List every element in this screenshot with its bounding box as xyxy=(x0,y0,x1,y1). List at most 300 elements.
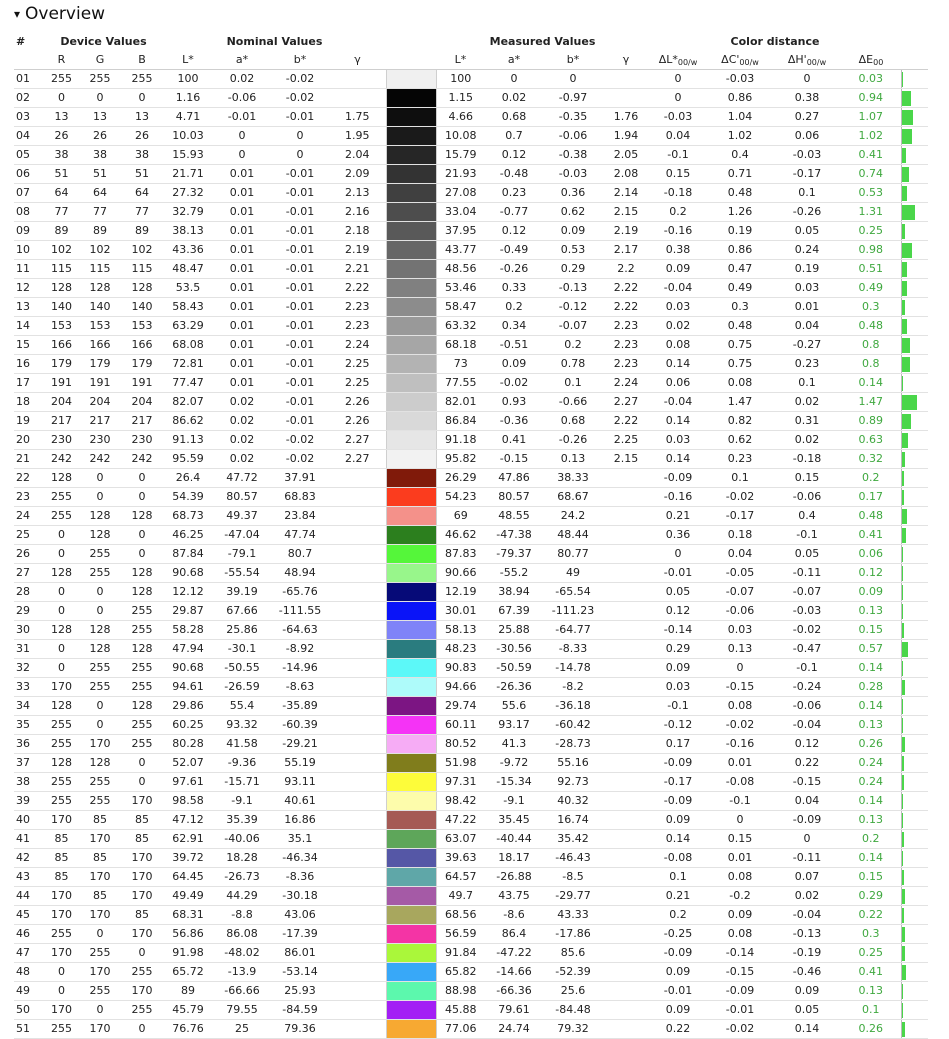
row-index: 13 xyxy=(14,298,44,317)
delta-l: 0.04 xyxy=(649,127,707,146)
table-row xyxy=(14,355,928,374)
nominal-l: 72.81 xyxy=(163,355,213,374)
delta-e-bar xyxy=(902,908,904,923)
measured-a: -47.38 xyxy=(485,526,543,545)
measured-l: 26.29 xyxy=(436,469,485,488)
delta-c: -0.02 xyxy=(707,716,773,735)
delta-e: 0.63 xyxy=(841,431,901,450)
nominal-a: -26.59 xyxy=(213,678,271,697)
delta-l: 0.09 xyxy=(649,1001,707,1020)
measured-gamma: 2.23 xyxy=(603,355,649,374)
measured-a: 55.6 xyxy=(485,697,543,716)
delta-e-bar-cell xyxy=(901,1001,928,1020)
delta-e-bar xyxy=(902,984,903,999)
delta-h: 0.05 xyxy=(773,545,841,564)
row-index: 09 xyxy=(14,222,44,241)
device-r: 77 xyxy=(44,203,79,222)
nominal-b: -0.01 xyxy=(271,108,329,127)
delta-c: -0.09 xyxy=(707,982,773,1001)
measured-l: 56.59 xyxy=(436,925,485,944)
delta-e-bar-cell xyxy=(901,754,928,773)
nominal-a: 0.01 xyxy=(213,165,271,184)
delta-l: 0 xyxy=(649,89,707,108)
delta-l: 0.09 xyxy=(649,963,707,982)
delta-c: 0.19 xyxy=(707,222,773,241)
device-r: 85 xyxy=(44,849,79,868)
color-swatch xyxy=(386,412,436,431)
delta-h: 0.14 xyxy=(773,1020,841,1039)
measured-gamma: 2.17 xyxy=(603,241,649,260)
nominal-gamma xyxy=(329,1020,386,1039)
measured-l: 54.23 xyxy=(436,488,485,507)
measured-b: 40.32 xyxy=(543,792,603,811)
device-g: 170 xyxy=(79,963,121,982)
table-row xyxy=(14,431,928,450)
nominal-b: -0.01 xyxy=(271,165,329,184)
measured-l: 60.11 xyxy=(436,716,485,735)
nominal-gamma: 2.26 xyxy=(329,393,386,412)
delta-l: 0.06 xyxy=(649,374,707,393)
delta-c: -0.01 xyxy=(707,1001,773,1020)
measured-a: 18.17 xyxy=(485,849,543,868)
nominal-l: 89 xyxy=(163,982,213,1001)
table-row xyxy=(14,526,928,545)
measured-b: 68.67 xyxy=(543,488,603,507)
device-b: 89 xyxy=(121,222,163,241)
measured-l: 43.77 xyxy=(436,241,485,260)
color-swatch xyxy=(386,450,436,469)
nominal-b: 16.86 xyxy=(271,811,329,830)
device-r: 0 xyxy=(44,89,79,108)
device-r: 255 xyxy=(44,507,79,526)
delta-c: 0.48 xyxy=(707,184,773,203)
device-g: 170 xyxy=(79,906,121,925)
nominal-b: -29.21 xyxy=(271,735,329,754)
nominal-l: 82.07 xyxy=(163,393,213,412)
device-r: 0 xyxy=(44,640,79,659)
collapse-triangle-icon[interactable]: ▾ xyxy=(14,7,21,21)
row-index: 16 xyxy=(14,355,44,374)
color-distance-header: Color distance xyxy=(730,35,820,48)
row-index: 38 xyxy=(14,773,44,792)
color-swatch xyxy=(386,165,436,184)
delta-e-bar xyxy=(902,224,905,239)
delta-c: 0.86 xyxy=(707,241,773,260)
device-r: 230 xyxy=(44,431,79,450)
nominal-b: 35.1 xyxy=(271,830,329,849)
nominal-b: -0.01 xyxy=(271,412,329,431)
delta-e-bar-cell xyxy=(901,507,928,526)
row-index: 06 xyxy=(14,165,44,184)
delta-e-bar-cell xyxy=(901,621,928,640)
color-swatch xyxy=(386,260,436,279)
nominal-gamma xyxy=(329,564,386,583)
device-b: 13 xyxy=(121,108,163,127)
measured-l: 27.08 xyxy=(436,184,485,203)
nominal-a: 0.01 xyxy=(213,355,271,374)
measured-b: 38.33 xyxy=(543,469,603,488)
row-index: 20 xyxy=(14,431,44,450)
device-g: 128 xyxy=(79,279,121,298)
measured-b: -0.38 xyxy=(543,146,603,165)
table-row xyxy=(14,792,928,811)
nominal-b: -60.39 xyxy=(271,716,329,735)
col-b: B xyxy=(121,51,163,70)
delta-e-bar xyxy=(902,1022,905,1037)
color-swatch xyxy=(386,621,436,640)
nominal-a: -47.04 xyxy=(213,526,271,545)
color-swatch xyxy=(386,146,436,165)
delta-e: 0.1 xyxy=(841,1001,901,1020)
nominal-gamma xyxy=(329,602,386,621)
nominal-b: -0.01 xyxy=(271,336,329,355)
table-row xyxy=(14,583,928,602)
nominal-a: 0.01 xyxy=(213,222,271,241)
measured-gamma xyxy=(603,70,649,89)
delta-e: 0.24 xyxy=(841,773,901,792)
measured-gamma: 2.23 xyxy=(603,317,649,336)
device-g: 242 xyxy=(79,450,121,469)
delta-e-bar-cell xyxy=(901,887,928,906)
color-swatch xyxy=(386,526,436,545)
measured-b: 24.2 xyxy=(543,507,603,526)
delta-c: 0.03 xyxy=(707,621,773,640)
delta-c: 1.02 xyxy=(707,127,773,146)
nominal-gamma: 2.23 xyxy=(329,317,386,336)
device-b: 170 xyxy=(121,925,163,944)
nominal-a: 0.01 xyxy=(213,203,271,222)
delta-e: 0.51 xyxy=(841,260,901,279)
delta-e-bar xyxy=(902,91,911,106)
delta-e: 0.48 xyxy=(841,317,901,336)
device-b: 230 xyxy=(121,431,163,450)
nominal-b: -0.01 xyxy=(271,184,329,203)
delta-c: 0.49 xyxy=(707,279,773,298)
delta-e-bar xyxy=(902,338,910,353)
color-swatch xyxy=(386,678,436,697)
delta-l: -0.09 xyxy=(649,792,707,811)
table-row xyxy=(14,1001,928,1020)
color-swatch xyxy=(386,374,436,393)
table-row xyxy=(14,982,928,1001)
delta-h: 0.12 xyxy=(773,735,841,754)
device-b: 128 xyxy=(121,583,163,602)
delta-e-bar-cell xyxy=(901,982,928,1001)
table-row xyxy=(14,89,928,108)
device-g: 255 xyxy=(79,773,121,792)
nominal-l: 98.58 xyxy=(163,792,213,811)
nominal-b: 0 xyxy=(271,146,329,165)
measured-b: -111.23 xyxy=(543,602,603,621)
measured-gamma: 2.24 xyxy=(603,374,649,393)
color-swatch xyxy=(386,716,436,735)
measured-b: -8.5 xyxy=(543,868,603,887)
measured-b: 35.42 xyxy=(543,830,603,849)
measured-b: -0.06 xyxy=(543,127,603,146)
row-index: 31 xyxy=(14,640,44,659)
measured-a: 0.02 xyxy=(485,89,543,108)
nominal-b: 86.01 xyxy=(271,944,329,963)
delta-e-bar xyxy=(902,623,904,638)
delta-e-bar xyxy=(902,699,903,714)
delta-c: 0.47 xyxy=(707,260,773,279)
measured-a: -47.22 xyxy=(485,944,543,963)
nominal-gamma xyxy=(329,982,386,1001)
device-g: 0 xyxy=(79,89,121,108)
delta-c: -0.02 xyxy=(707,488,773,507)
overview-section-toggle[interactable] xyxy=(14,3,105,25)
delta-c: 0.18 xyxy=(707,526,773,545)
nominal-l: 52.07 xyxy=(163,754,213,773)
measured-values-header: Measured Values xyxy=(489,35,596,48)
row-index: 17 xyxy=(14,374,44,393)
device-b: 191 xyxy=(121,374,163,393)
measured-a: -9.72 xyxy=(485,754,543,773)
color-swatch xyxy=(386,431,436,450)
delta-l: -0.1 xyxy=(649,146,707,165)
delta-h: 0.19 xyxy=(773,260,841,279)
nominal-gamma xyxy=(329,868,386,887)
measured-b: 0.78 xyxy=(543,355,603,374)
nominal-l: 95.59 xyxy=(163,450,213,469)
col-nominal-a: a* xyxy=(213,51,271,70)
measured-l: 98.42 xyxy=(436,792,485,811)
delta-l: 0.08 xyxy=(649,336,707,355)
device-r: 255 xyxy=(44,735,79,754)
measured-gamma: 2.15 xyxy=(603,203,649,222)
delta-e: 0.15 xyxy=(841,868,901,887)
nominal-gamma xyxy=(329,526,386,545)
measured-gamma xyxy=(603,830,649,849)
nominal-gamma xyxy=(329,906,386,925)
device-b: 0 xyxy=(121,944,163,963)
nominal-a: 93.32 xyxy=(213,716,271,735)
table-row xyxy=(14,887,928,906)
delta-e: 0.48 xyxy=(841,507,901,526)
device-r: 153 xyxy=(44,317,79,336)
measured-gamma xyxy=(603,792,649,811)
measured-b: 48.44 xyxy=(543,526,603,545)
delta-e-bar xyxy=(902,414,911,429)
device-g: 115 xyxy=(79,260,121,279)
nominal-a: 0.01 xyxy=(213,374,271,393)
col-delta-l: $\Delta L*_{00/w}$ xyxy=(649,51,707,70)
nominal-gamma: 2.13 xyxy=(329,184,386,203)
delta-h: 0.04 xyxy=(773,317,841,336)
color-swatch xyxy=(386,659,436,678)
nominal-l: 39.72 xyxy=(163,849,213,868)
delta-l: 0.03 xyxy=(649,298,707,317)
delta-l: 0.22 xyxy=(649,1020,707,1039)
nominal-gamma: 2.26 xyxy=(329,412,386,431)
table-row xyxy=(14,716,928,735)
delta-e-bar-cell xyxy=(901,279,928,298)
device-r: 51 xyxy=(44,165,79,184)
delta-c: -0.14 xyxy=(707,944,773,963)
delta-l: 0.36 xyxy=(649,526,707,545)
delta-h: 0.27 xyxy=(773,108,841,127)
measured-a: 0.34 xyxy=(485,317,543,336)
delta-e-bar xyxy=(902,167,909,182)
nominal-l: 68.08 xyxy=(163,336,213,355)
nominal-gamma xyxy=(329,89,386,108)
measured-b: -84.48 xyxy=(543,1001,603,1020)
delta-e: 0.14 xyxy=(841,697,901,716)
nominal-l: 60.25 xyxy=(163,716,213,735)
measured-a: -0.48 xyxy=(485,165,543,184)
measured-b: -0.12 xyxy=(543,298,603,317)
device-b: 170 xyxy=(121,982,163,1001)
measured-b: 0.09 xyxy=(543,222,603,241)
nominal-l: 87.84 xyxy=(163,545,213,564)
device-r: 170 xyxy=(44,678,79,697)
delta-c: 0 xyxy=(707,811,773,830)
measured-gamma: 2.2 xyxy=(603,260,649,279)
color-swatch xyxy=(386,298,436,317)
color-swatch xyxy=(386,792,436,811)
device-b: 77 xyxy=(121,203,163,222)
nominal-l: 26.4 xyxy=(163,469,213,488)
measured-b: 49 xyxy=(543,564,603,583)
nominal-a: -26.73 xyxy=(213,868,271,887)
delta-h: -0.11 xyxy=(773,849,841,868)
nominal-l: 90.68 xyxy=(163,564,213,583)
nominal-gamma xyxy=(329,792,386,811)
device-b: 0 xyxy=(121,1020,163,1039)
delta-h: 0.02 xyxy=(773,887,841,906)
delta-e: 0.25 xyxy=(841,222,901,241)
nominal-a: -9.1 xyxy=(213,792,271,811)
delta-e-bar xyxy=(902,471,904,486)
device-b: 255 xyxy=(121,621,163,640)
color-swatch xyxy=(386,697,436,716)
nominal-gamma: 2.21 xyxy=(329,260,386,279)
measured-a: 86.4 xyxy=(485,925,543,944)
delta-e-bar-cell xyxy=(901,89,928,108)
delta-e-bar-cell xyxy=(901,70,928,89)
nominal-b: -8.92 xyxy=(271,640,329,659)
device-r: 0 xyxy=(44,963,79,982)
delta-e-bar xyxy=(902,357,910,372)
row-index: 51 xyxy=(14,1020,44,1039)
row-index: 42 xyxy=(14,849,44,868)
measured-b: 16.74 xyxy=(543,811,603,830)
delta-c: -0.1 xyxy=(707,792,773,811)
delta-e-bar xyxy=(902,585,903,600)
delta-l: -0.01 xyxy=(649,564,707,583)
nominal-a: -13.9 xyxy=(213,963,271,982)
delta-l: -0.12 xyxy=(649,716,707,735)
color-swatch xyxy=(386,70,436,89)
delta-e-bar-cell xyxy=(901,526,928,545)
device-b: 0 xyxy=(121,545,163,564)
device-r: 170 xyxy=(44,811,79,830)
nominal-gamma: 2.16 xyxy=(329,203,386,222)
row-index: 01 xyxy=(14,70,44,89)
delta-c: -0.03 xyxy=(707,70,773,89)
delta-l: -0.16 xyxy=(649,222,707,241)
color-swatch xyxy=(386,89,436,108)
delta-e: 0.8 xyxy=(841,355,901,374)
delta-e-bar-cell xyxy=(901,811,928,830)
nominal-b: 79.36 xyxy=(271,1020,329,1039)
device-r: 255 xyxy=(44,773,79,792)
measured-a: 48.55 xyxy=(485,507,543,526)
measured-l: 65.82 xyxy=(436,963,485,982)
col-nominal-l: L* xyxy=(163,51,213,70)
device-g: 13 xyxy=(79,108,121,127)
color-swatch xyxy=(386,963,436,982)
row-index: 49 xyxy=(14,982,44,1001)
measured-gamma xyxy=(603,963,649,982)
nominal-l: 47.12 xyxy=(163,811,213,830)
measured-gamma xyxy=(603,754,649,773)
measured-b: -0.13 xyxy=(543,279,603,298)
measured-gamma xyxy=(603,583,649,602)
row-index: 19 xyxy=(14,412,44,431)
device-g: 64 xyxy=(79,184,121,203)
measured-a: -0.02 xyxy=(485,374,543,393)
measured-l: 37.95 xyxy=(436,222,485,241)
row-index: 43 xyxy=(14,868,44,887)
delta-l: -0.08 xyxy=(649,849,707,868)
delta-h: 0.03 xyxy=(773,279,841,298)
table-row xyxy=(14,450,928,469)
delta-h: -0.04 xyxy=(773,716,841,735)
measured-l: 48.56 xyxy=(436,260,485,279)
col-delta-e: $\Delta E_{00}$ xyxy=(841,51,901,70)
device-b: 255 xyxy=(121,678,163,697)
nominal-a: -30.1 xyxy=(213,640,271,659)
delta-e: 0.74 xyxy=(841,165,901,184)
table-body xyxy=(14,70,928,1039)
measured-a: 41.3 xyxy=(485,735,543,754)
delta-e-bar xyxy=(902,376,903,391)
delta-h: 0.24 xyxy=(773,241,841,260)
delta-c: -0.16 xyxy=(707,735,773,754)
delta-e: 0.14 xyxy=(841,659,901,678)
delta-e: 0.29 xyxy=(841,887,901,906)
measured-gamma: 1.76 xyxy=(603,108,649,127)
device-r: 170 xyxy=(44,887,79,906)
delta-e: 0.53 xyxy=(841,184,901,203)
device-r: 166 xyxy=(44,336,79,355)
nominal-gamma xyxy=(329,735,386,754)
device-r: 0 xyxy=(44,982,79,1001)
measured-b: -36.18 xyxy=(543,697,603,716)
device-b: 38 xyxy=(121,146,163,165)
color-swatch xyxy=(386,887,436,906)
device-g: 0 xyxy=(79,602,121,621)
nominal-gamma xyxy=(329,1001,386,1020)
device-r: 128 xyxy=(44,697,79,716)
nominal-l: 46.25 xyxy=(163,526,213,545)
device-g: 255 xyxy=(79,678,121,697)
measured-gamma: 2.22 xyxy=(603,279,649,298)
delta-l: 0.03 xyxy=(649,678,707,697)
nominal-b: -0.02 xyxy=(271,89,329,108)
measured-l: 97.31 xyxy=(436,773,485,792)
row-index: 12 xyxy=(14,279,44,298)
table-row xyxy=(14,640,928,659)
nominal-b: -46.34 xyxy=(271,849,329,868)
measured-a: 0.68 xyxy=(485,108,543,127)
nominal-a: -0.06 xyxy=(213,89,271,108)
color-swatch xyxy=(386,317,436,336)
measured-a: 38.94 xyxy=(485,583,543,602)
measured-gamma xyxy=(603,488,649,507)
delta-c: 1.04 xyxy=(707,108,773,127)
